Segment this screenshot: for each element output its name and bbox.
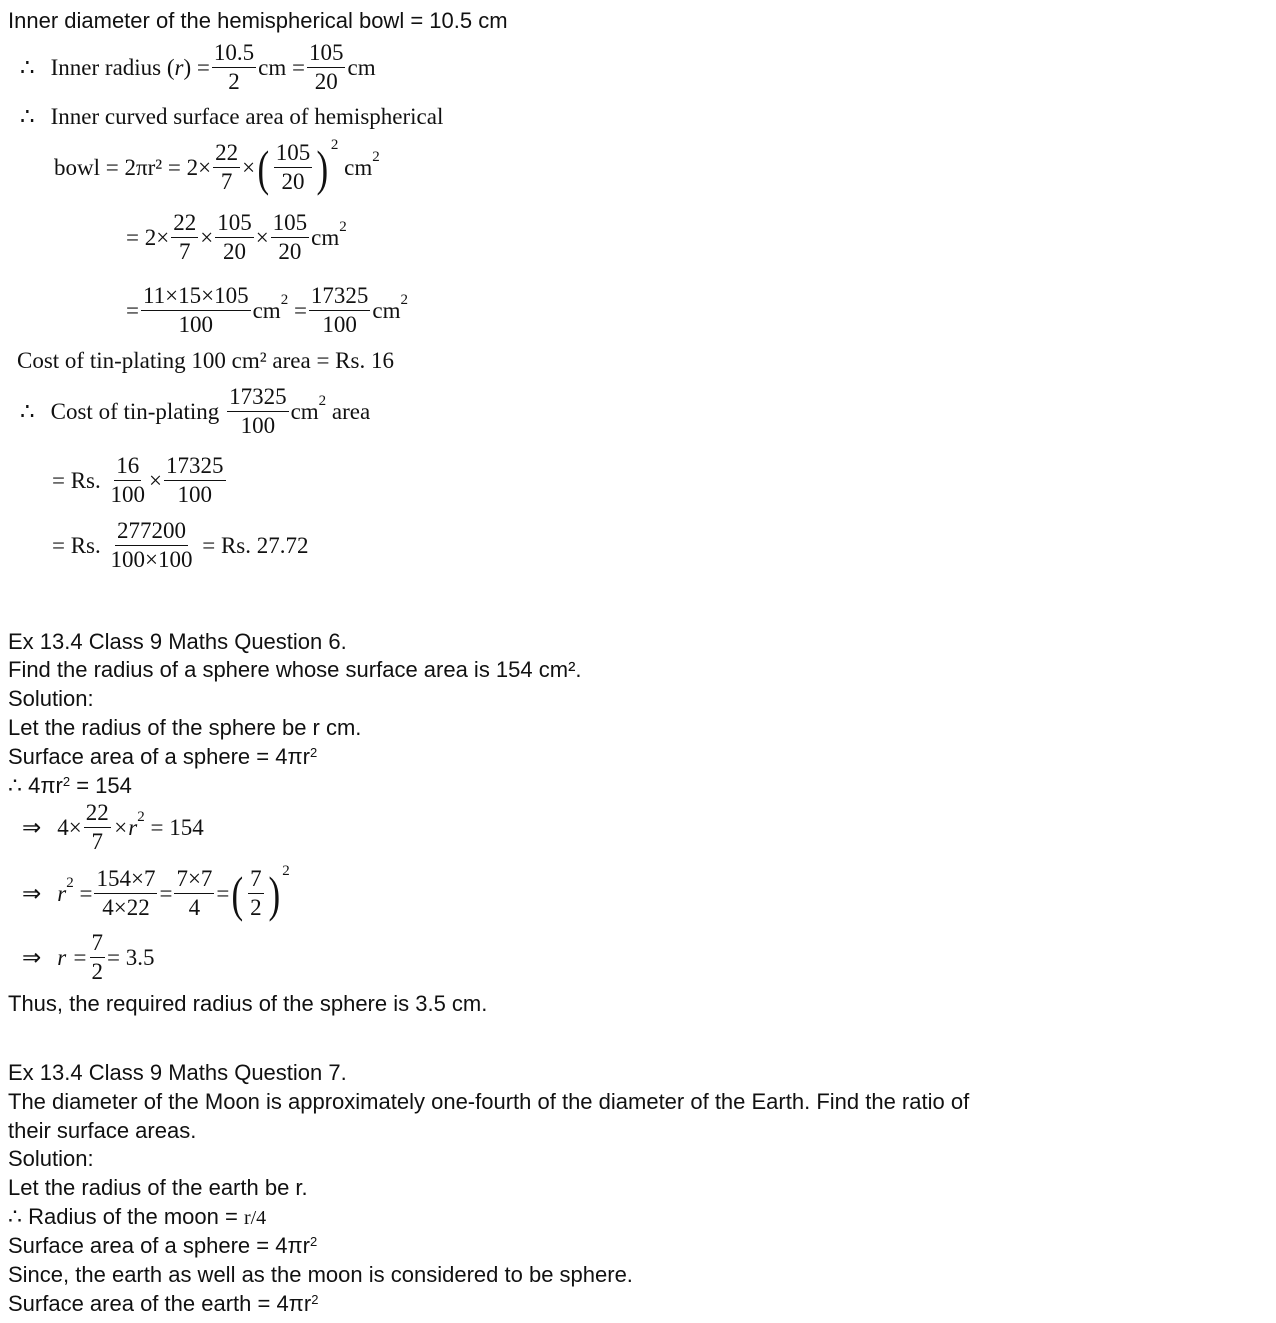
q6-step1: Let the radius of the sphere be r cm.	[8, 715, 362, 740]
eq-csa-label: ∴ Inner curved surface area of hemispherical	[20, 104, 444, 129]
q7-title: Ex 13.4 Class 9 Maths Question 7.	[8, 1060, 347, 1085]
eq-bowl-area: bowl = 2πr² = 2× $\frac{22}{7}$ × ( $\frac{105}{20}$ ) 2 cm 2	[54, 137, 380, 196]
q7-step5: Surface area of the earth = $4\pi r^2$	[8, 1291, 319, 1316]
q7-text-line2: their surface areas.	[8, 1118, 197, 1143]
eq-expanded: = 2× $\frac{22}{7}$ × $\frac{105}{20}$ × $\frac{105}{20}$ cm 2	[126, 210, 347, 264]
eq-q6-implies1: ⇒ 4× $\frac{22}{7}$ ×r 2 = 154	[22, 800, 204, 854]
q6-conclusion: Thus, the required radius of the sphere is 3.5 cm.	[8, 991, 488, 1016]
q6-text: Find the radius of a sphere whose surface area is 154 cm².	[8, 657, 582, 682]
q7-step2: ∴ Radius of the moon = r/4	[8, 1204, 267, 1229]
eq-q6-implies2: ⇒ r 2 = $\frac{154\times 7}{4\times 22}$ = $\frac{7\times 7}{4}$ = ( $\frac{7}{2}$ ) 2	[22, 863, 290, 922]
eq-q6-implies3: ⇒ r = $\frac{7}{2}$ = 3.5	[22, 930, 155, 984]
q7-solution-label: Solution:	[8, 1146, 94, 1171]
eq-cost-calc: = Rs. $\frac{16}{100}$ × $\frac{17325}{100}$	[52, 453, 224, 507]
therefore-symbol: ∴	[20, 54, 35, 80]
q7-step1: Let the radius of the earth be r.	[8, 1175, 308, 1200]
q6-step2: Surface area of a sphere = $4\pi r^2$	[8, 744, 318, 769]
q7-step4: Since, the earth as well as the moon is considered to be sphere.	[8, 1262, 633, 1287]
eq-simplified: = $\frac{11\times 15\times 105}{100}$ cm 2 = $\frac{17325}{100}$ cm 2	[126, 283, 409, 337]
text-inner-diameter: Inner diameter of the hemispherical bowl = 10.5 cm	[8, 8, 508, 33]
eq-inner-radius: ∴ Inner radius ( r ) = $\frac{10.5}{2}$ cm = $\frac{105}{20}$ cm	[20, 40, 376, 94]
eq-cost-area: ∴ Cost of tin-plating $\frac{17325}{100}$ cm 2 area	[20, 384, 371, 438]
fraction: $\frac{10.5}{2}$	[213, 40, 255, 94]
q7-step3: Surface area of a sphere = $4\pi r^2$	[8, 1233, 318, 1258]
eq-cost-result: = Rs. $\frac{277200}{100\times 100}$ = Rs. 27.72	[52, 518, 309, 572]
q6-solution-label: Solution:	[8, 686, 94, 711]
q7-text-line1: The diameter of the Moon is approximately one-fourth of the diameter of the Earth. Find the ratio of	[8, 1089, 970, 1114]
q6-step3: ∴ $4\pi r^2 = 154$	[8, 773, 132, 798]
text-cost-100: Cost of tin-plating 100 cm² area = Rs. 16	[17, 348, 394, 373]
q6-title: Ex 13.4 Class 9 Maths Question 6.	[8, 629, 347, 654]
fraction: $\frac{105}{20}$	[308, 40, 344, 94]
